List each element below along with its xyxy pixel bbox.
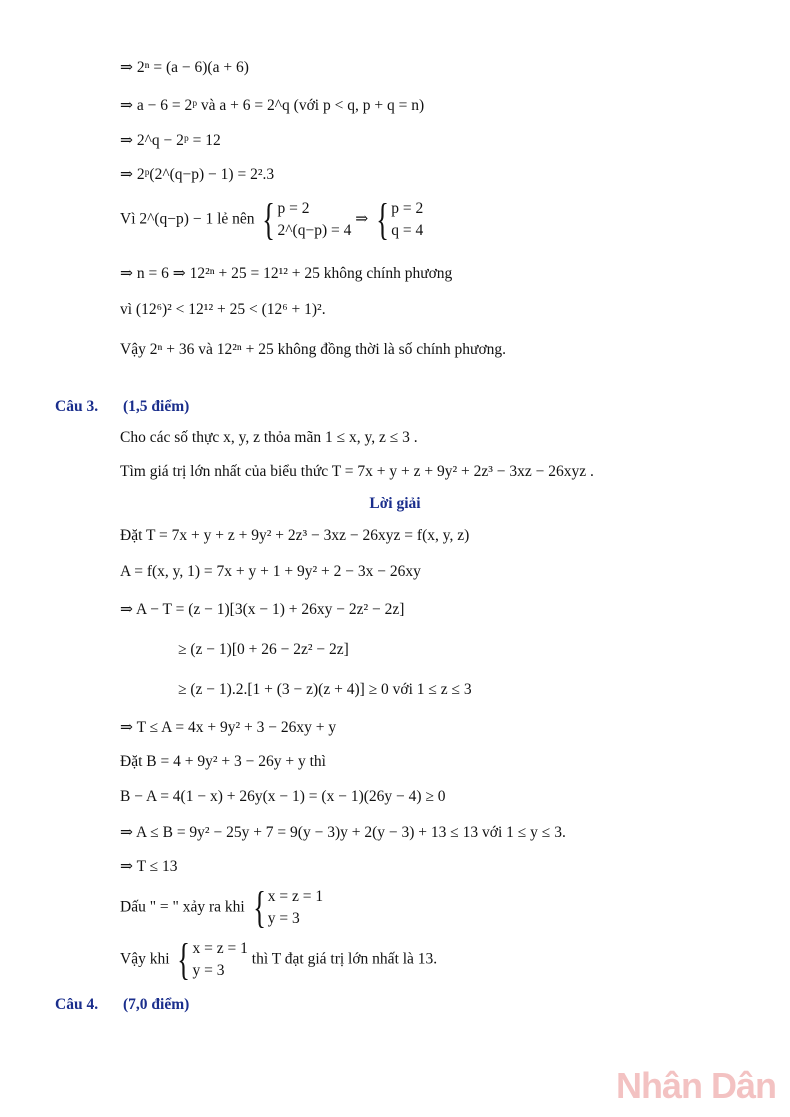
system-brace: { x = z = 1 y = 3 bbox=[252, 883, 324, 932]
problem-statement: Cho các số thực x, y, z thỏa mãn 1 ≤ x, y, z ≤ 3 . bbox=[120, 429, 418, 446]
system-row: 2^(q−p) = 4 bbox=[277, 222, 352, 239]
eq-line: ≥ (z − 1).2.[1 + (3 − z)(z + 4)] ≥ 0 với 1 ≤ z ≤ 3 bbox=[178, 681, 472, 698]
question-4-heading bbox=[55, 996, 190, 1014]
system-row: y = 3 bbox=[192, 962, 225, 979]
eq-line: Đặt T = 7x + y + z + 9y² + 2z³ − 3xz − 26xyz = f(x, y, z) bbox=[120, 527, 470, 544]
system-row: p = 2 bbox=[391, 200, 424, 217]
eq-line: ⇒ A − T = (z − 1)[3(x − 1) + 26xy − 2z² − 2z] bbox=[120, 601, 405, 618]
eq-line: ⇒ 2^q − 2ᵖ = 12 bbox=[120, 132, 221, 149]
system-row: x = z = 1 bbox=[192, 940, 248, 957]
eq-line: ⇒ n = 6 ⇒ 12²ⁿ + 25 = 12¹² + 25 không chính phương bbox=[120, 265, 453, 282]
question-label: Câu 4. bbox=[55, 996, 99, 1013]
system-brace: { p = 2 2^(q−p) = 4 bbox=[262, 195, 352, 244]
question-label: Câu 3. bbox=[55, 398, 99, 415]
conclusion bbox=[120, 935, 438, 984]
system-row: p = 2 bbox=[277, 200, 310, 217]
solution-title: Lời giải bbox=[369, 495, 421, 512]
problem-statement: Tìm giá trị lớn nhất của biểu thức T = 7x + y + z + 9y² + 2z³ − 3xz − 26xyz . bbox=[120, 463, 594, 480]
system-brace: { x = z = 1 y = 3 bbox=[177, 935, 248, 984]
question-points: (7,0 điểm) bbox=[123, 996, 190, 1013]
eq-line: B − A = 4(1 − x) + 26y(x − 1) = (x − 1)(26y − 4) ≥ 0 bbox=[120, 788, 446, 805]
eq-text: thì T đạt giá trị lớn nhất là 13. bbox=[251, 950, 438, 968]
system-row: x = z = 1 bbox=[267, 888, 324, 905]
system-row: y = 3 bbox=[267, 910, 300, 927]
eq-line: ⇒ T ≤ A = 4x + 9y² + 3 − 26xy + y bbox=[120, 719, 337, 736]
eq-line: vì (12⁶)² < 12¹² + 25 < (12⁶ + 1)². bbox=[120, 301, 326, 318]
eq-line: ≥ (z − 1)[0 + 26 − 2z² − 2z] bbox=[178, 641, 349, 658]
eq-line: A = f(x, y, 1) = 7x + y + 1 + 9y² + 2 − 3x − 26xy bbox=[120, 563, 421, 580]
eq-line: ⇒ 2ⁿ = (a − 6)(a + 6) bbox=[120, 59, 249, 76]
question-3-heading bbox=[55, 398, 190, 416]
question-points: (1,5 điểm) bbox=[123, 398, 190, 415]
eq-text: Dấu " = " xảy ra khi bbox=[120, 898, 245, 916]
implies-arrow: ⇒ bbox=[355, 210, 369, 228]
eq-line: ⇒ T ≤ 13 bbox=[120, 858, 178, 875]
nhan-dan-watermark: Nhân Dân bbox=[615, 1065, 776, 1106]
system-row: q = 4 bbox=[391, 222, 424, 239]
eq-text: Vì 2^(q−p) − 1 lẻ nên bbox=[120, 210, 255, 228]
eq-line: Đặt B = 4 + 9y² + 3 − 26y + y thì bbox=[120, 753, 326, 770]
eq-line: ⇒ A ≤ B = 9y² − 25y + 7 = 9(y − 3)y + 2(y − 3) + 13 ≤ 13 với 1 ≤ y ≤ 3. bbox=[120, 824, 566, 841]
eq-line-system bbox=[120, 195, 424, 244]
eq-line: ⇒ 2ᵖ(2^(q−p) − 1) = 2².3 bbox=[120, 166, 275, 183]
eq-text: Vậy khi bbox=[120, 950, 170, 968]
equality-condition bbox=[120, 883, 324, 932]
eq-line: ⇒ a − 6 = 2ᵖ và a + 6 = 2^q (với p < q, p + q = n) bbox=[120, 97, 425, 114]
eq-line: Vậy 2ⁿ + 36 và 12²ⁿ + 25 không đồng thời là số chính phương. bbox=[120, 341, 507, 358]
system-brace: { p = 2 q = 4 bbox=[376, 195, 424, 244]
